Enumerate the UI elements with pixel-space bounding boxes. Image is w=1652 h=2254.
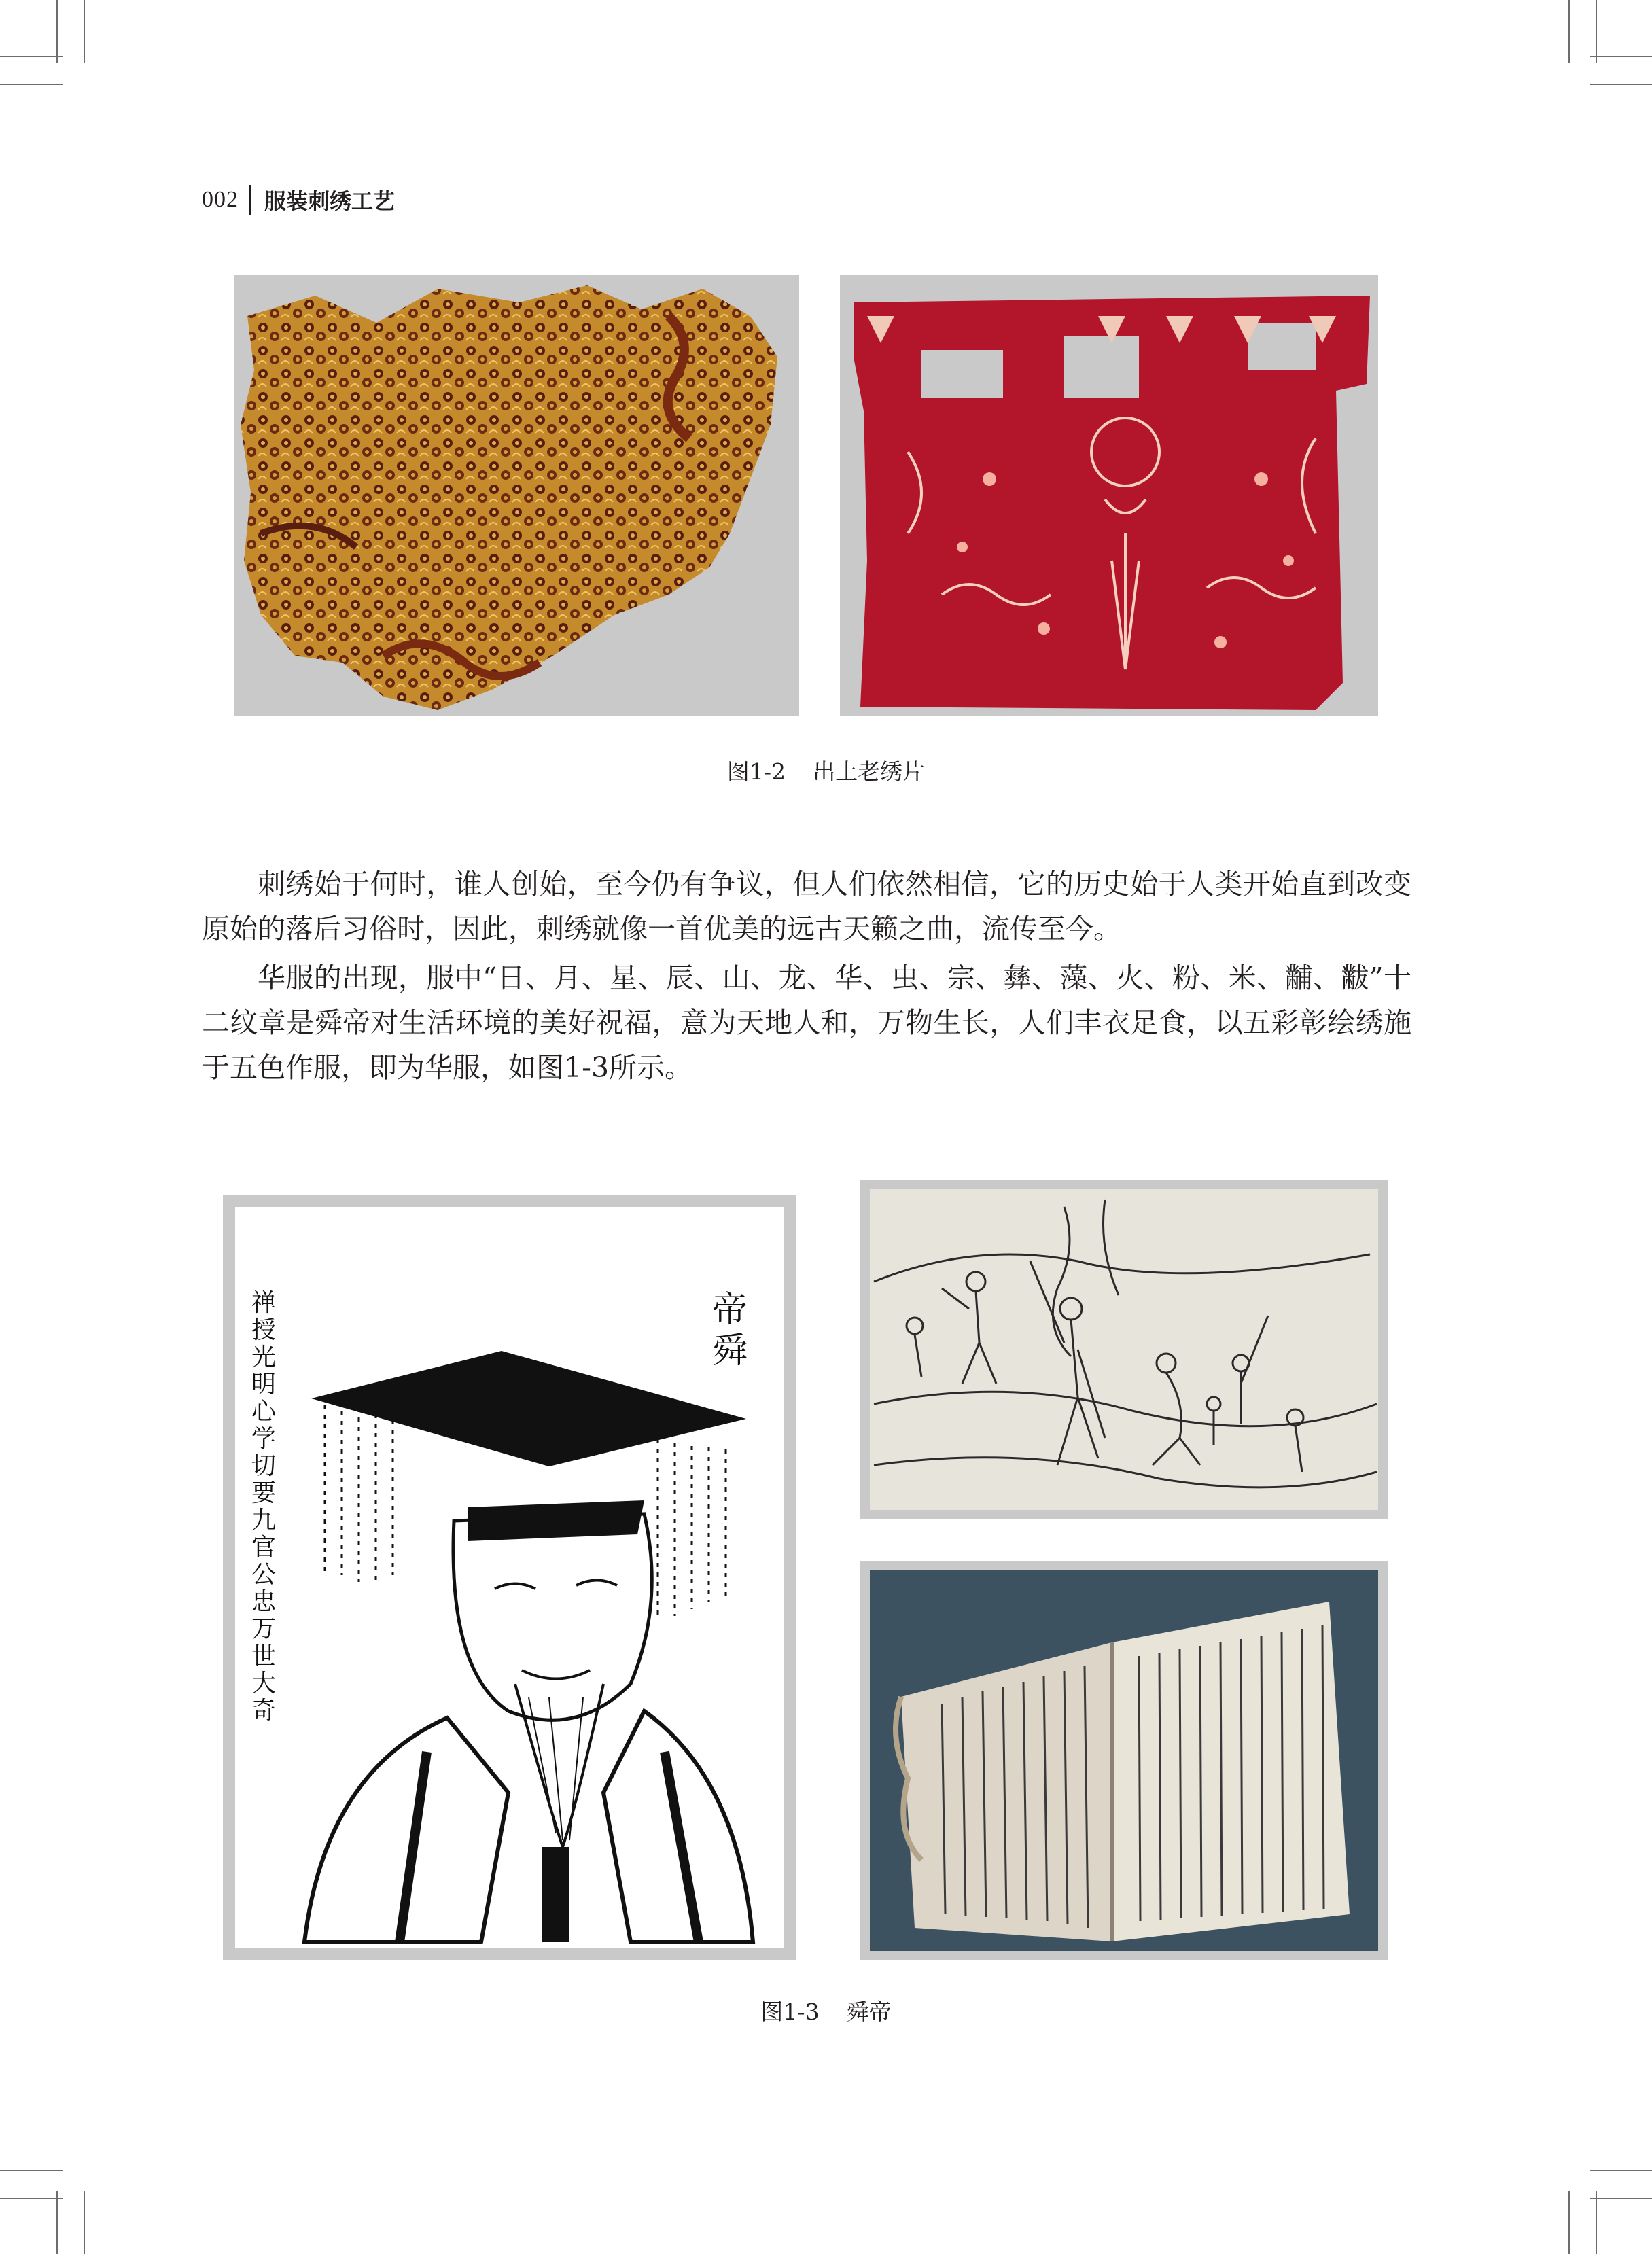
crop-mark [1590, 2170, 1652, 2171]
crop-mark [1568, 0, 1570, 63]
running-header [202, 178, 395, 222]
book-title: 服装刺绣工艺 [264, 188, 396, 214]
page-number: 002 [202, 187, 239, 212]
crop-mark [0, 2198, 63, 2199]
header-divider [249, 185, 251, 215]
crop-mark [1596, 0, 1597, 63]
ancient-book-photo [860, 1561, 1388, 1960]
crop-mark [1590, 84, 1652, 85]
figure-1-2-caption [0, 754, 1652, 786]
figure-1-2-title: 出土老绣片 [813, 758, 926, 785]
crop-mark [0, 2170, 63, 2171]
portrait-name-inscription: 帝舜 [712, 1290, 748, 1371]
figure-1-3-number: 图1-3 [760, 1998, 820, 2025]
embroidery-fragment-gold-photo [234, 275, 799, 716]
figure-1-2-number: 图1-2 [726, 758, 786, 785]
crop-mark [84, 0, 85, 63]
crop-mark [1590, 56, 1652, 57]
tilling-line-drawing [860, 1180, 1388, 1519]
portrait-verse-inscription: 禅授光明心学切要九官公忠万世大奇 [251, 1289, 277, 1725]
crop-mark [0, 56, 63, 57]
crop-mark [0, 84, 63, 85]
body-paragraph-1: 刺绣始于何时，谁人创始，至今仍有争议，但人们依然相信，它的历史始于人类开始直到改变原始的落后习俗时，因此，刺绣就像一首优美的远古天籁之曲，流传至今。 [202, 868, 1411, 945]
crop-mark [56, 2191, 58, 2254]
emperor-shun-portrait [223, 1195, 796, 1960]
crop-mark [1590, 2198, 1652, 2199]
embroidery-fragment-red-photo [840, 275, 1378, 716]
crop-mark [1568, 2191, 1570, 2254]
figure-1-3-caption [0, 1994, 1652, 2026]
crop-mark [84, 2191, 85, 2254]
figure-1-3-title: 舜帝 [846, 1998, 892, 2025]
crop-mark [56, 0, 58, 63]
body-paragraph-2: 华服的出现，服中“日、月、星、辰、山、龙、华、虫、宗、彝、藻、火、粉、米、黼、黻”十二纹章是舜帝对生活环境的美好祝福，意为天地人和，万物生长，人们丰衣足食，以五彩彰绘绣施于五色作服，即为华服，如图1-3所示。 [202, 962, 1411, 1084]
crop-mark [1596, 2191, 1597, 2254]
